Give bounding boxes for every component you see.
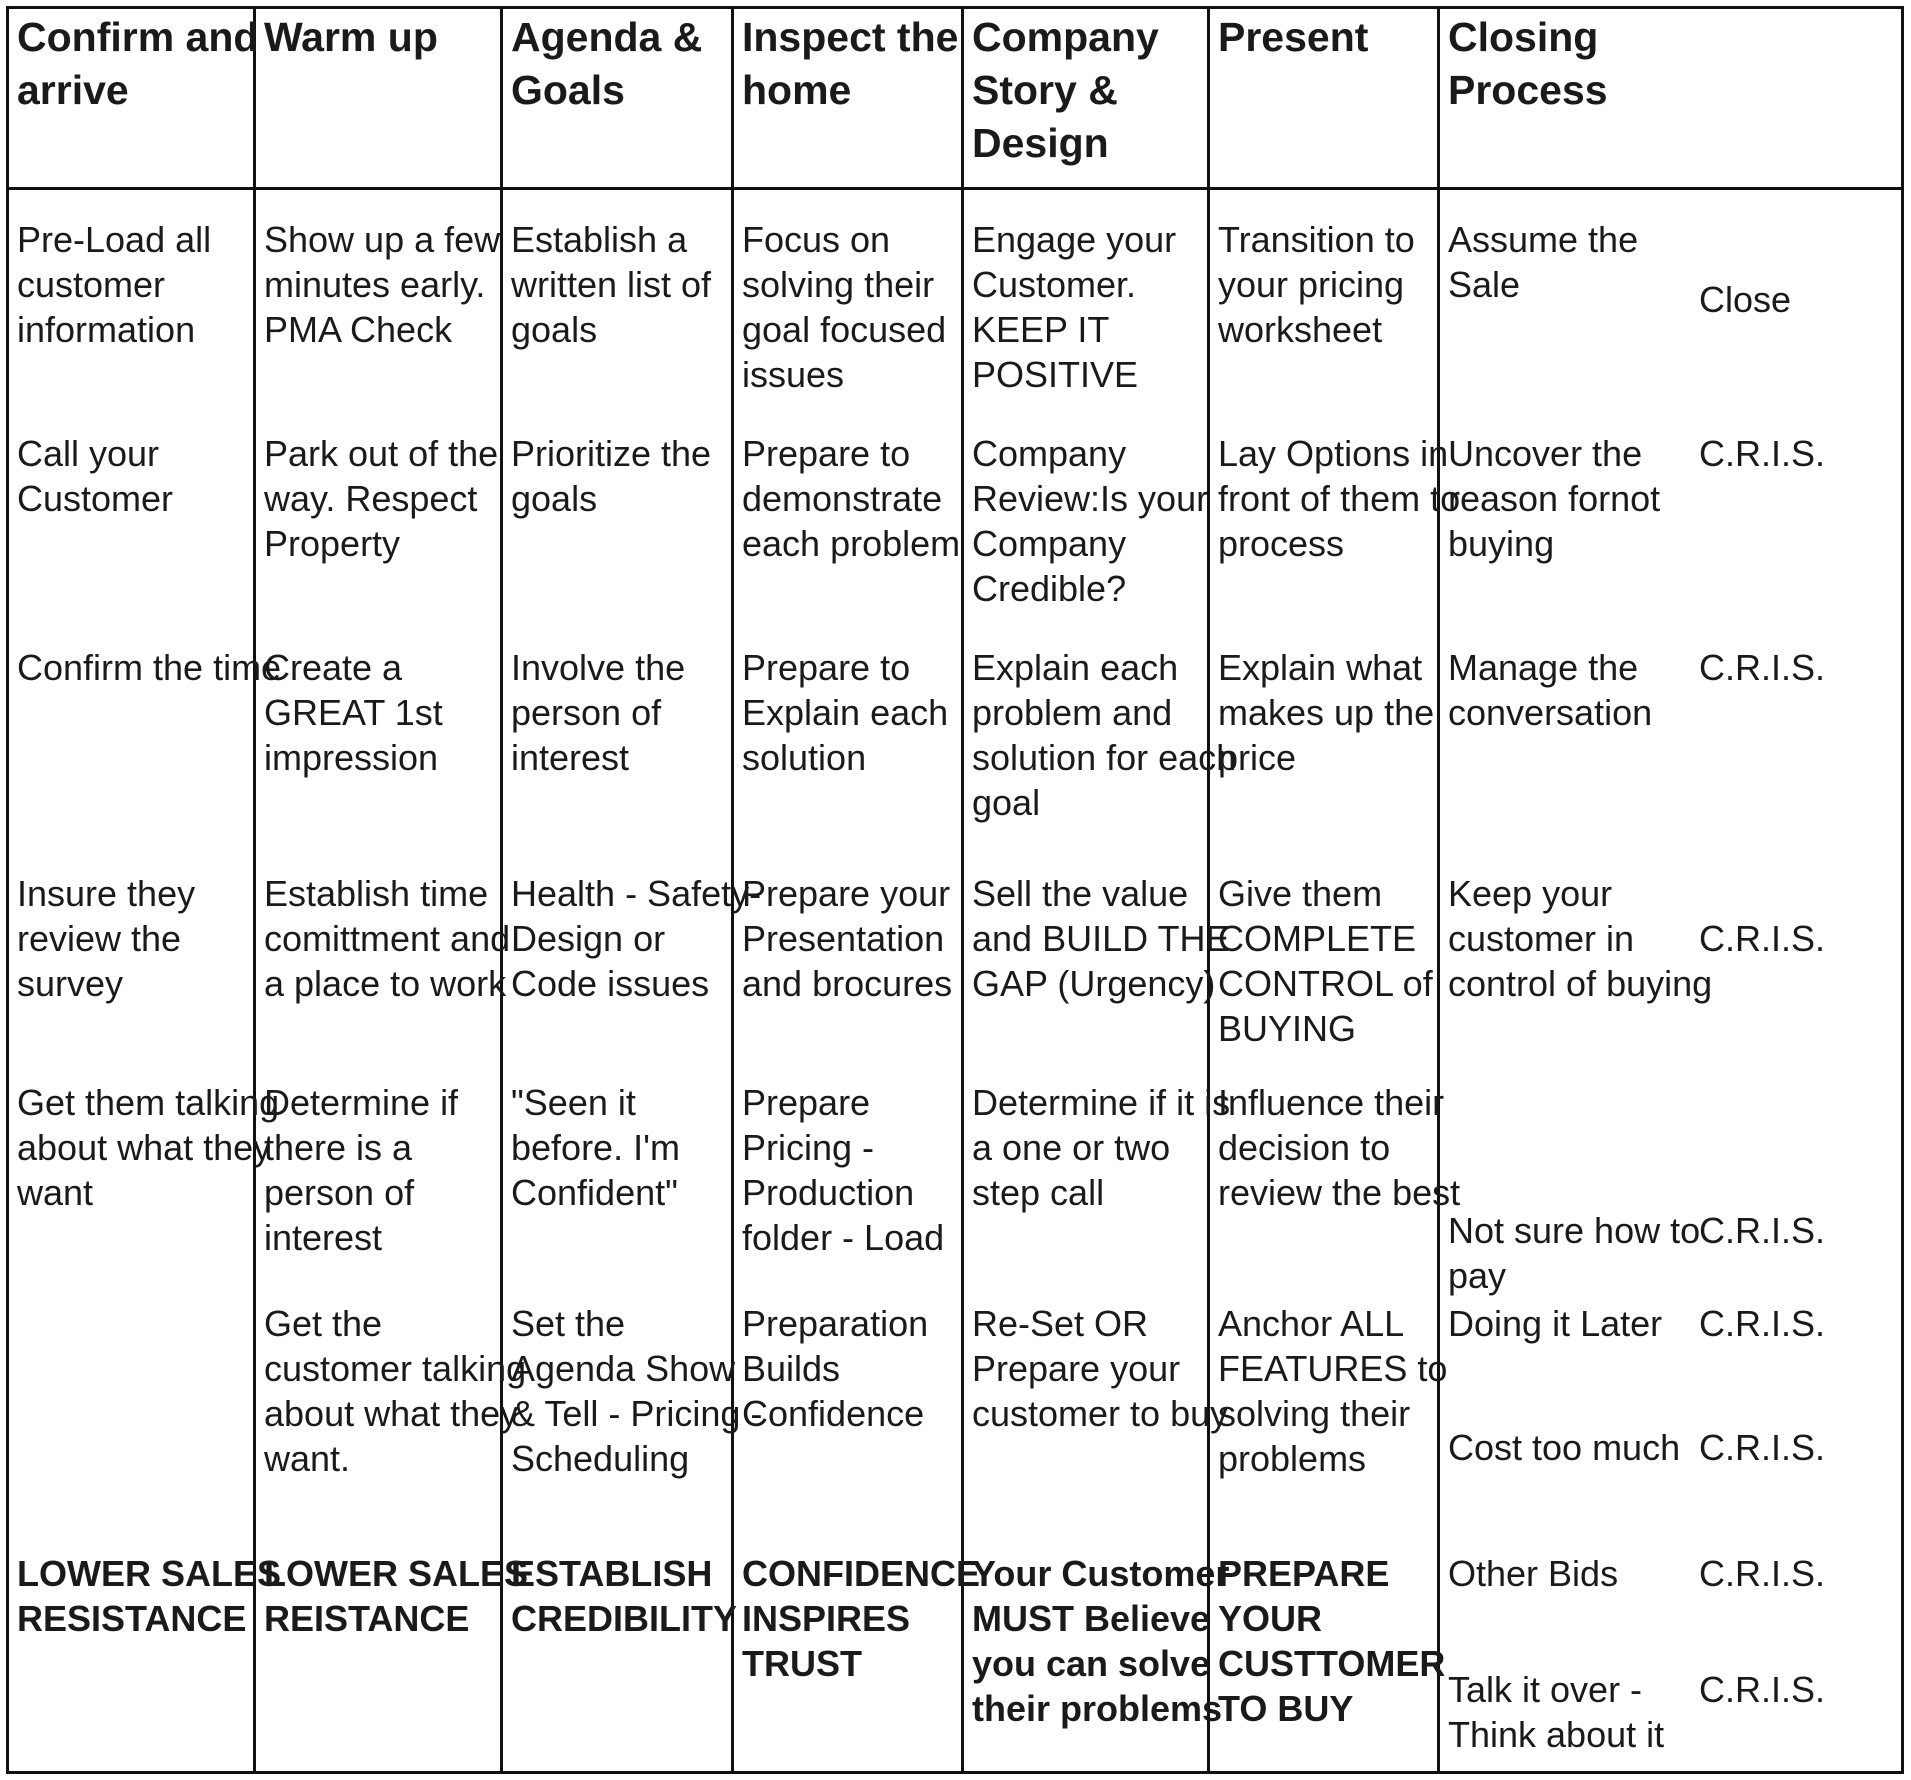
inspect-goal: CONFIDENCE INSPIRES TRUST xyxy=(742,1553,981,1684)
confirm-step: Get them talking about what they want xyxy=(17,1082,280,1213)
closing-action: Close xyxy=(1699,279,1792,320)
header-agenda-goals: Agenda & Goals xyxy=(511,14,703,113)
closing-action: C.R.I.S. xyxy=(1699,1553,1826,1594)
confirm-step: Call your Customer xyxy=(17,433,174,519)
warm-up-step: Establish time comittment and a place to work xyxy=(264,873,511,1004)
agenda-step: "Seen it before. I'm Confident" xyxy=(511,1082,680,1213)
warm-up-step: Show up a few minutes early. PMA Check xyxy=(264,219,501,350)
inspect-step: Prepare to demonstrate each problem xyxy=(742,433,961,564)
closing-objection: Other Bids xyxy=(1448,1553,1619,1594)
header-closing-process: Closing Process xyxy=(1448,14,1608,113)
closing-action: C.R.I.S. xyxy=(1699,1427,1826,1468)
company-story-step: Explain each problem and solution for each goal xyxy=(972,647,1237,823)
closing-action: C.R.I.S. xyxy=(1699,1303,1826,1344)
confirm-goal: LOWER SALES RESISTANCE xyxy=(17,1553,282,1639)
closing-objection: Doing it Later xyxy=(1448,1303,1663,1344)
confirm-step: Pre-Load all customer information xyxy=(17,219,212,350)
header-divider xyxy=(9,187,1901,190)
sales-process-table xyxy=(6,6,1904,1774)
closing-action: C.R.I.S. xyxy=(1699,433,1826,474)
company-story-step: Sell the value and BUILD THE GAP (Urgency) xyxy=(972,873,1230,1004)
agenda-step: Health - Safety- Design or Code issues xyxy=(511,873,762,1004)
header-company-story-design: Company Story & Design xyxy=(972,14,1159,166)
company-story-step: Company Review:Is your Company Credible? xyxy=(972,433,1209,609)
company-story-step: Re-Set OR Prepare your customer to buy xyxy=(972,1303,1229,1434)
inspect-step: Prepare your Presentation and brocures xyxy=(742,873,953,1004)
present-goal: PREPARE YOUR CUSTTOMER TO BUY xyxy=(1218,1553,1446,1729)
header-inspect-the-home: Inspect the home xyxy=(742,14,959,113)
header-warm-up: Warm up xyxy=(264,14,438,60)
inspect-step: Prepare Pricing - Production folder - Load xyxy=(742,1082,945,1258)
agenda-step: Involve the person of interest xyxy=(511,647,686,778)
header-confirm-and-arrive: Confirm and arrive xyxy=(17,14,259,113)
confirm-step: Insure they review the survey xyxy=(17,873,196,1004)
closing-action: C.R.I.S. xyxy=(1699,1669,1826,1710)
warm-up-step: Park out of the way. Respect Property xyxy=(264,433,499,564)
inspect-step: Focus on solving their goal focused issues xyxy=(742,219,947,395)
header-present: Present xyxy=(1218,14,1369,60)
company-story-step: Engage your Customer. KEEP IT POSITIVE xyxy=(972,219,1177,395)
present-step: Influence their decision to review the best xyxy=(1218,1082,1461,1213)
closing-action: C.R.I.S. xyxy=(1699,918,1826,959)
agenda-step: Set the Agenda Show & Tell - Pricing - Scheduling xyxy=(511,1303,763,1479)
warm-up-step: Get the customer talking about what they want. xyxy=(264,1303,527,1479)
present-step: Transition to your pricing worksheet xyxy=(1218,219,1415,350)
closing-objection: Assume the Sale xyxy=(1448,219,1639,305)
present-step: Explain what makes up the price xyxy=(1218,647,1435,778)
agenda-goal: ESTABLISH CREDIBILITY xyxy=(511,1553,738,1639)
closing-objection: Uncover the reason fornot buying xyxy=(1448,433,1661,564)
closing-action: C.R.I.S. xyxy=(1699,1210,1826,1251)
closing-objection: Cost too much xyxy=(1448,1427,1681,1468)
closing-action: C.R.I.S. xyxy=(1699,647,1826,688)
closing-objection: Manage the conversation xyxy=(1448,647,1653,733)
inspect-step: Preparation Builds Confidence xyxy=(742,1303,929,1434)
column-divider xyxy=(1437,9,1440,1771)
column-divider xyxy=(253,9,256,1771)
agenda-step: Prioritize the goals xyxy=(511,433,712,519)
present-step: Anchor ALL FEATURES to solving their problems xyxy=(1218,1303,1448,1479)
agenda-step: Establish a written list of goals xyxy=(511,219,712,350)
warm-up-step: Create a GREAT 1st impression xyxy=(264,647,443,778)
warm-up-step: Determine if there is a person of interest xyxy=(264,1082,459,1258)
company-story-step: Determine if it is a one or two step call xyxy=(972,1082,1231,1213)
inspect-step: Prepare to Explain each solution xyxy=(742,647,949,778)
company-story-goal: Your Customer MUST Believe you can solve their problems xyxy=(972,1553,1230,1729)
present-step: Lay Options in front of them to process xyxy=(1218,433,1461,564)
present-step: Give them COMPLETE CONTROL of BUYING xyxy=(1218,873,1433,1049)
closing-objection: Talk it over - Think about it xyxy=(1448,1669,1665,1755)
warm-up-goal: LOWER SALES REISTANCE xyxy=(264,1553,529,1639)
closing-objection: Keep your customer in control of buying xyxy=(1448,873,1713,1004)
closing-objection: Not sure how to pay xyxy=(1448,1210,1701,1296)
confirm-step: Confirm the time xyxy=(17,647,282,688)
column-divider xyxy=(961,9,964,1771)
